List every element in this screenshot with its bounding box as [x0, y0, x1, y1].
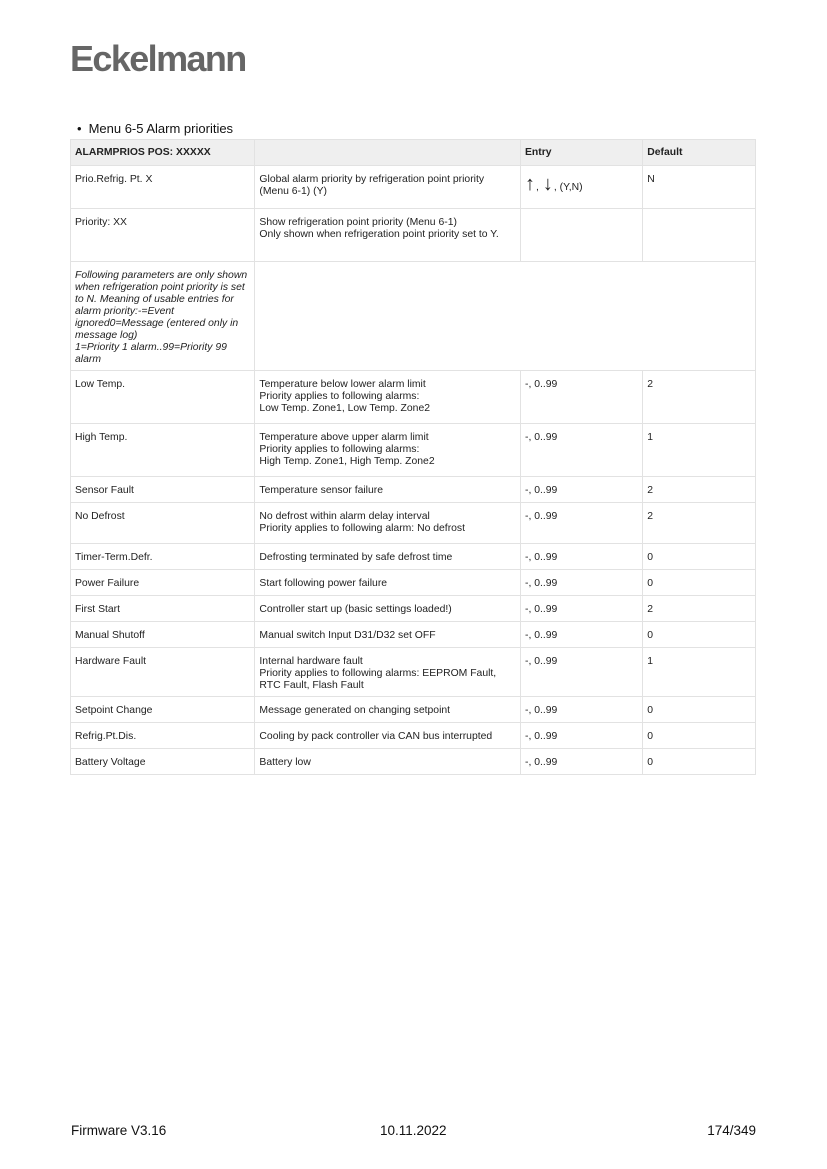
section-title-text: Menu 6-5 Alarm priorities	[88, 121, 234, 136]
table-row	[71, 570, 756, 596]
table-row-priority	[71, 209, 756, 262]
default-cell: 0	[643, 622, 756, 648]
footer-page-number: 174/349	[707, 1123, 756, 1138]
description-cell: Global alarm priority by refrigeration point priority (Menu 6-1) (Y)	[255, 166, 521, 209]
default-cell: N	[643, 166, 756, 209]
table-row	[71, 477, 756, 503]
header-description	[255, 140, 521, 166]
footer-firmware: Firmware V3.16	[71, 1123, 167, 1138]
default-cell: 1	[643, 648, 756, 697]
table-row-note	[71, 262, 756, 371]
default-cell: 0	[643, 570, 756, 596]
default-cell: 2	[643, 371, 756, 424]
table-row	[71, 622, 756, 648]
section-heading	[77, 121, 233, 136]
eckelmann-logo: Eckelmann	[70, 38, 246, 79]
header-default: Default	[643, 140, 756, 166]
description-cell: Message generated on changing setpoint	[255, 697, 521, 723]
entry-values: , (Y,N)	[553, 182, 583, 193]
entry-cell: -, 0..99	[520, 723, 642, 749]
param-cell: Setpoint Change	[71, 697, 255, 723]
param-cell: Prio.Refrig. Pt. X	[71, 166, 255, 209]
param-cell: Priority: XX	[71, 209, 255, 262]
default-cell: 2	[643, 477, 756, 503]
description-cell: Defrosting terminated by safe defrost time	[255, 544, 521, 570]
arrow-down-icon: ↓	[542, 173, 553, 195]
table-row-prio-refrig	[71, 166, 756, 209]
default-cell: 2	[643, 596, 756, 622]
param-cell: Hardware Fault	[71, 648, 255, 697]
description-cell: Cooling by pack controller via CAN bus interrupted	[255, 723, 521, 749]
table-row	[71, 749, 756, 775]
table-row	[71, 503, 756, 544]
table-row	[71, 371, 756, 424]
param-cell: No Defrost	[71, 503, 255, 544]
bullet: •	[77, 121, 82, 136]
param-cell: First Start	[71, 596, 255, 622]
param-cell: Manual Shutoff	[71, 622, 255, 648]
entry-cell: -, 0..99	[520, 648, 642, 697]
arrow-up-icon: ↑	[524, 173, 535, 195]
description-cell: Battery low	[255, 749, 521, 775]
entry-cell: -, 0..99	[520, 371, 642, 424]
description-cell: No defrost within alarm delay interval Priority applies to following alarm: No defrost	[255, 503, 521, 544]
param-cell: Low Temp.	[71, 371, 255, 424]
entry-cell: -, 0..99	[520, 424, 642, 477]
default-cell: 0	[643, 697, 756, 723]
table-row	[71, 424, 756, 477]
entry-cell	[520, 166, 642, 209]
default-cell: 0	[643, 544, 756, 570]
header-entry: Entry	[520, 140, 642, 166]
header-param: ALARMPRIOS POS: XXXXX	[71, 140, 255, 166]
description-cell: Temperature below lower alarm limit Priority applies to following alarms: Low Temp. Zone1, Low Temp. Zone2	[255, 371, 521, 424]
table-row	[71, 697, 756, 723]
entry-separator: ,	[535, 182, 539, 193]
default-cell: 0	[643, 749, 756, 775]
alarm-priorities-table	[70, 139, 756, 775]
default-cell: 2	[643, 503, 756, 544]
table-row	[71, 544, 756, 570]
param-cell: Battery Voltage	[71, 749, 255, 775]
table-row	[71, 596, 756, 622]
entry-cell: -, 0..99	[520, 544, 642, 570]
entry-cell: -, 0..99	[520, 596, 642, 622]
description-cell: Start following power failure	[255, 570, 521, 596]
note-cell: Following parameters are only shown when refrigeration point priority is set to N. Meaning of usable entries for alarm priority:-=Event ignored0=Message (entered only in message log) 1=Priority 1 alarm..99=Priority 99 alarm	[71, 262, 255, 371]
param-cell: High Temp.	[71, 424, 255, 477]
table-row	[71, 648, 756, 697]
description-cell: Manual switch Input D31/D32 set OFF	[255, 622, 521, 648]
description-cell: Controller start up (basic settings loaded!)	[255, 596, 521, 622]
description-cell: Temperature above upper alarm limit Priority applies to following alarms: High Temp. Zone1, High Temp. Zone2	[255, 424, 521, 477]
entry-cell: -, 0..99	[520, 503, 642, 544]
default-cell: 1	[643, 424, 756, 477]
table-row	[71, 723, 756, 749]
param-cell: Refrig.Pt.Dis.	[71, 723, 255, 749]
default-cell: 0	[643, 723, 756, 749]
param-cell: Timer-Term.Defr.	[71, 544, 255, 570]
description-cell: Show refrigeration point priority (Menu 6-1) Only shown when refrigeration point priority set to Y.	[255, 209, 521, 262]
entry-cell: -, 0..99	[520, 570, 642, 596]
entry-cell	[520, 209, 642, 262]
note-empty-cell	[255, 262, 756, 371]
entry-cell: -, 0..99	[520, 477, 642, 503]
default-cell	[643, 209, 756, 262]
footer-date: 10.11.2022	[380, 1123, 447, 1138]
entry-cell: -, 0..99	[520, 749, 642, 775]
description-cell: Temperature sensor failure	[255, 477, 521, 503]
param-cell: Power Failure	[71, 570, 255, 596]
entry-cell: -, 0..99	[520, 622, 642, 648]
description-cell: Internal hardware fault Priority applies to following alarms: EEPROM Fault, RTC Fault, Flash Fault	[255, 648, 521, 697]
param-cell: Sensor Fault	[71, 477, 255, 503]
table-header-row	[71, 140, 756, 166]
entry-cell: -, 0..99	[520, 697, 642, 723]
